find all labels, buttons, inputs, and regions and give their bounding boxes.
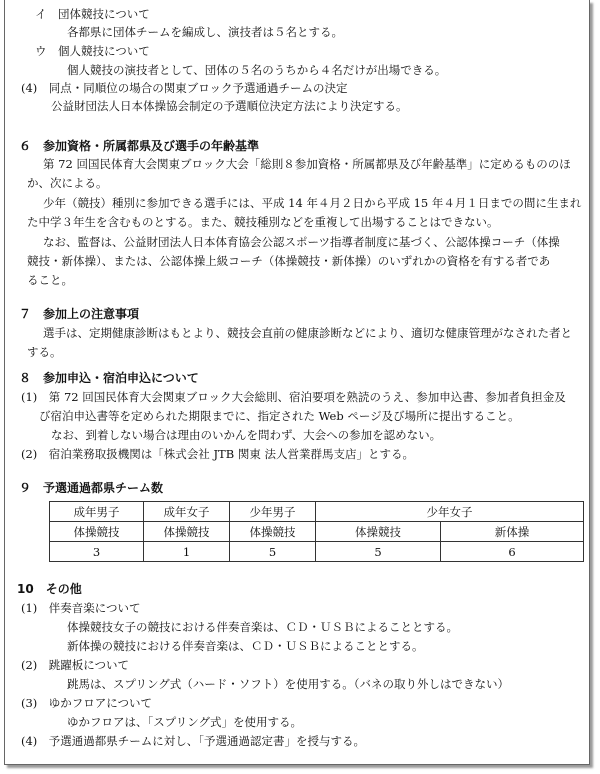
section-6-p3a: なお、監督は、公益財団法人日本体育協会公認スポーツ指導者制度に基づく、公認体操コーチ（体操: [43, 235, 560, 249]
header-youth-women: 少年女子: [316, 502, 584, 522]
item-i: イ 団体競技について: [35, 7, 150, 21]
section-10-item1: (1) 伴奏音楽について: [21, 601, 141, 615]
header-youth-men: 少年男子: [230, 502, 316, 522]
event-cell: 新体操: [441, 522, 584, 542]
section-8-p2: (2) 宿泊業務取扱機関は「株式会社 JTB 関東 法人営業群馬支店」とする。: [21, 447, 414, 461]
section-10-heading: 10 その他: [17, 582, 82, 596]
header-adult-women: 成年女子: [144, 502, 230, 522]
event-cell: 体操競技: [50, 522, 144, 542]
section-7-heading: ７ 参加上の注意事項: [19, 307, 140, 321]
section-10-item2: (2) 跳躍板について: [21, 658, 130, 672]
table-row: [50, 542, 584, 562]
value-cell: 3: [50, 542, 144, 562]
table-row: [50, 502, 584, 522]
section-6-p1a: 第 72 回国民体育大会関東ブロック大会「総則８参加資格・所属都県及び年齢基準」に定めるもののほ: [43, 157, 571, 171]
section-10-item2a: 跳馬は、スプリング式（ハード・ソフト）を使用する。（バネの取り外しはできない）: [67, 677, 510, 691]
event-cell: 体操競技: [230, 522, 316, 542]
section-10-item1b: 新体操の競技における伴奏音楽は、ＣＤ・ＵＳＢによることとする。: [67, 639, 424, 653]
header-adult-men: 成年男子: [50, 502, 144, 522]
event-cell: 体操競技: [144, 522, 230, 542]
item-u-text: 個人競技の演技者として、団体の５名のうちから４名だけが出場できる。: [67, 63, 447, 77]
item-u: ウ 個人競技について: [35, 44, 150, 58]
value-cell: 5: [230, 542, 316, 562]
section-7-p1b: する。: [27, 345, 62, 359]
item-4-text: 公益財団法人日本体操協会制定の予選順位決定方法により決定する。: [51, 99, 408, 113]
section-10-item3a: ゆかフロアは、「スプリング式」を使用する。: [67, 715, 303, 729]
section-6-p3b: 競技・新体操）、または、公認体操上級コーチ（体操競技・新体操）のいずれかの資格を有する者であ: [27, 254, 551, 268]
item-4: (4) 同点・同順位の場合の関東ブロック予選通過チームの決定: [21, 81, 348, 95]
section-9-heading: ９ 予選通過都県チーム数: [19, 481, 164, 495]
section-8-p1b: び宿泊申込書等を定められた期限までに、指定された Web ページ及び場所に提出すること。: [39, 409, 520, 423]
table-row: [50, 522, 584, 542]
section-6-heading: ６ 参加資格・所属都県及び選手の年齢基準: [19, 139, 260, 153]
section-6-p3c: ること。: [27, 273, 73, 287]
section-6-p2a: 少年（競技）種別に参加できる選手には、平成 14 年４月２日から平成 15 年４月１日までの間に生まれ: [43, 196, 582, 210]
section-8-p1a: (1) 第 72 回国民体育大会関東ブロック大会総則、宿泊要項を熟読のうえ、参加申込書、参加者負担金及: [21, 390, 566, 404]
section-8-heading: ８ 参加申込・宿泊申込について: [19, 371, 199, 385]
section-7-p1a: 選手は、定期健康診断はもとより、競技会直前の健康診断などにより、適切な健康管理がなされた者と: [43, 326, 572, 340]
event-cell: 体操競技: [316, 522, 441, 542]
section-10-item3: (3) ゆかフロアについて: [21, 696, 153, 710]
section-6-p2b: た中学３年生を含むものとする。また、競技種別などを重複して出場することはできない。: [27, 215, 499, 229]
value-cell: 5: [316, 542, 441, 562]
section-10-item4: (4) 予選通過都県チームに対し、「予選通過認定書」を授与する。: [21, 734, 366, 748]
document-page: [4, 0, 590, 765]
section-6-p1b: か、次による。: [27, 176, 108, 190]
section-8-p1c: なお、到着しない場合は理由のいかんを問わず、大会への参加を認めない。: [51, 428, 442, 442]
team-count-table: [49, 501, 584, 562]
value-cell: 1: [144, 542, 230, 562]
value-cell: 6: [441, 542, 584, 562]
item-i-text: 各都県に団体チームを編成し、演技者は５名とする。: [67, 25, 343, 39]
section-10-item1a: 体操競技女子の競技における伴奏音楽は、ＣＤ・ＵＳＢによることとする。: [67, 620, 458, 634]
